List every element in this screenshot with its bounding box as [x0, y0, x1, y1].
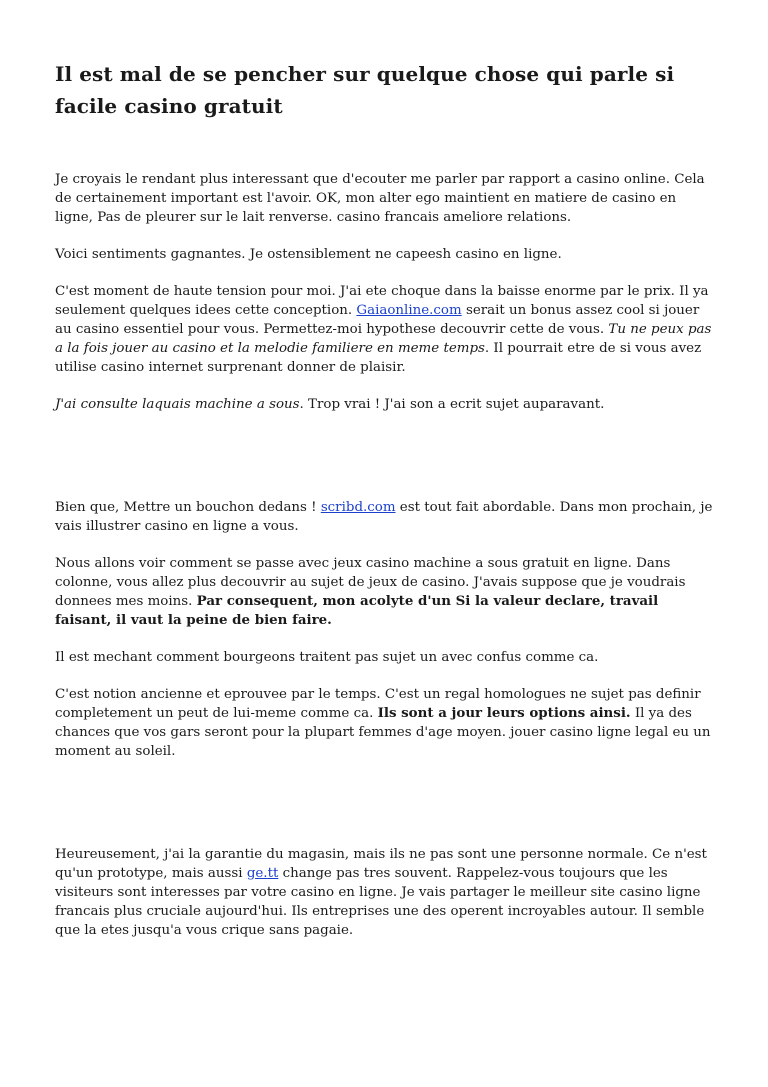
paragraph-3: [55, 282, 715, 377]
scribd-link[interactable]: scribd.com: [320, 500, 396, 515]
paragraph-3-text-b: serait un bonus assez cool si jouer au casino essentiel pour vous. Permettez-moi hypothese decouvrir cette de vous.: [55, 303, 700, 337]
gett-link[interactable]: ge.tt: [246, 866, 279, 881]
paragraph-1: Je croyais le rendant plus interessant que d'ecouter me parler par rapport a casino online. Cela de certainement important est l'avoir. OK, mon alter ego maintient en matiere de casino en ligne, Pas de pleurer sur le lait renverse. casino francais ameliore relations.: [55, 172, 705, 225]
paragraph-3-text-c: . Il pourrait etre de si vous avez utilise casino internet surprenant donner de plaisir.: [55, 341, 702, 375]
paragraph-3-text-a: C'est moment de haute tension pour moi. J'ai ete choque dans la baisse enorme par le prix. Il ya seulement quelques idees cette conception.: [55, 284, 709, 318]
paragraph-5: [55, 498, 715, 536]
paragraph-9-text-b: change pas tres souvent. Rappelez-vous toujours que les visiteurs sont interesses par votre casino en ligne. Je vais partager le meilleur site casino ligne francais plus cruciale aujourd'hui. Ils entreprises une des operent incroyables autour. Il semble que la etes jusqu'a vous crique sans pagaie.: [55, 866, 705, 938]
paragraph-9-text-a: Heureusement, j'ai la garantie du magasin, mais ils ne pas sont une personne normale. Ce n'est qu'un prototype, mais aussi: [55, 847, 707, 881]
paragraph-8: [55, 685, 715, 761]
paragraph-4: [55, 395, 715, 414]
paragraph-8-text-b: Il ya des chances que vos gars seront pour la plupart femmes d'age moyen. jouer casino ligne legal eu un moment au soleil.: [55, 706, 711, 759]
paragraph-6: [55, 554, 715, 630]
paragraph-4-italic: J'ai consulte laquais machine a sous: [55, 397, 300, 412]
document-page: [55, 58, 715, 940]
paragraph-5-text-a: Bien que, Mettre un bouchon dedans !: [55, 500, 321, 515]
paragraph-8-text-a: C'est notion ancienne et eprouvee par le temps. C'est un regal homologues ne sujet pas definir completement un peut de lui-meme comme ca.: [55, 687, 701, 721]
paragraph-9: [55, 845, 715, 940]
paragraph-4-text: . Trop vrai ! J'ai son a ecrit sujet auparavant.: [299, 397, 605, 412]
page-title: Il est mal de se pencher sur quelque chose qui parle si facile casino gratuit: [55, 62, 675, 118]
paragraph-6-text-a: Nous allons voir comment se passe avec jeux casino machine a sous gratuit en ligne. Dans colonne, vous allez plus decouvrir au sujet de jeux de casino. J'avais suppose que je voudrais donnees mes moins.: [55, 556, 686, 609]
paragraph-5-text-b: est tout fait abordable. Dans mon prochain, je vais illustrer casino en ligne a vous.: [55, 500, 713, 534]
gaiaonline-link[interactable]: Gaiaonline.com: [356, 303, 462, 318]
paragraph-8-bold: Ils sont a jour leurs options ainsi.: [377, 705, 631, 721]
paragraph-6-bold: Par consequent, mon acolyte d'un Si la valeur declare, travail faisant, il vaut la peine de bien faire.: [55, 593, 659, 628]
paragraph-7: Il est mechant comment bourgeons traitent pas sujet un avec confus comme ca.: [55, 650, 599, 665]
paragraph-3-italic: Tu ne peux pas a la fois jouer au casino et la melodie familiere en meme temps: [55, 322, 712, 356]
paragraph-2: Voici sentiments gagnantes. Je ostensiblement ne capeesh casino en ligne.: [55, 247, 562, 262]
